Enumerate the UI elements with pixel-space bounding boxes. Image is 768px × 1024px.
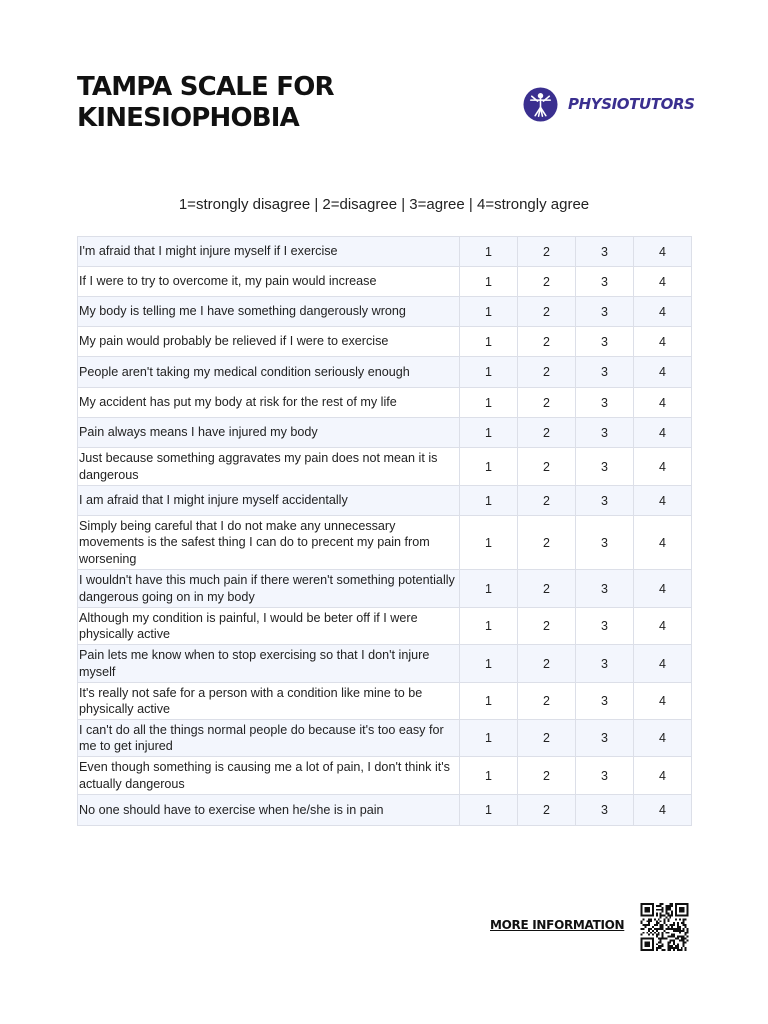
question-text: Although my condition is painful, I would be beter off if I were physically active	[78, 608, 460, 645]
vitruvian-man-icon	[523, 87, 558, 122]
rating-option[interactable]: 4	[634, 795, 692, 826]
brand	[523, 86, 695, 122]
table-row	[78, 267, 692, 297]
rating-option[interactable]: 2	[518, 757, 576, 795]
rating-option[interactable]: 1	[460, 267, 518, 297]
rating-option[interactable]: 1	[460, 570, 518, 608]
table-row	[78, 357, 692, 388]
table-row	[78, 570, 692, 608]
rating-option[interactable]: 2	[518, 297, 576, 327]
rating-option[interactable]: 2	[518, 608, 576, 645]
rating-option[interactable]: 4	[634, 486, 692, 516]
question-text: I wouldn't have this much pain if there weren't something potentially dangerous going on in my body	[78, 570, 460, 608]
table-row	[78, 757, 692, 795]
qr-code-icon[interactable]	[639, 903, 690, 951]
question-text: Simply being careful that I do not make any unnecessary movements is the safest thing I can do to precent my pain from worsening	[78, 516, 460, 570]
table-row	[78, 237, 692, 267]
rating-option[interactable]: 2	[518, 570, 576, 608]
rating-option[interactable]: 3	[576, 757, 634, 795]
rating-option[interactable]: 1	[460, 486, 518, 516]
rating-option[interactable]: 1	[460, 448, 518, 486]
rating-option[interactable]: 2	[518, 267, 576, 297]
table-row	[78, 388, 692, 418]
rating-option[interactable]: 3	[576, 418, 634, 448]
scale-legend: 1=strongly disagree | 2=disagree | 3=agree | 4=strongly agree	[178, 196, 590, 213]
rating-option[interactable]: 1	[460, 388, 518, 418]
rating-option[interactable]: 2	[518, 795, 576, 826]
table-row	[78, 720, 692, 757]
rating-option[interactable]: 3	[576, 795, 634, 826]
rating-option[interactable]: 4	[634, 683, 692, 720]
rating-option[interactable]: 2	[518, 448, 576, 486]
rating-option[interactable]: 4	[634, 645, 692, 683]
rating-option[interactable]: 4	[634, 237, 692, 267]
rating-option[interactable]: 1	[460, 516, 518, 570]
question-text: I can't do all the things normal people do because it's too easy for me to get injured	[78, 720, 460, 757]
question-text: I'm afraid that I might injure myself if I exercise	[78, 237, 460, 267]
rating-option[interactable]: 2	[518, 645, 576, 683]
question-text: It's really not safe for a person with a condition like mine to be physically active	[78, 683, 460, 720]
table-row	[78, 608, 692, 645]
rating-option[interactable]: 1	[460, 608, 518, 645]
question-text: My accident has put my body at risk for the rest of my life	[78, 388, 460, 418]
rating-option[interactable]: 3	[576, 608, 634, 645]
questionnaire-table	[77, 236, 692, 826]
rating-option[interactable]: 3	[576, 486, 634, 516]
question-text: My body is telling me I have something dangerously wrong	[78, 297, 460, 327]
rating-option[interactable]: 4	[634, 357, 692, 388]
question-text: Just because something aggravates my pain does not mean it is dangerous	[78, 448, 460, 486]
table-row	[78, 418, 692, 448]
rating-option[interactable]: 1	[460, 757, 518, 795]
rating-option[interactable]: 3	[576, 720, 634, 757]
rating-option[interactable]: 4	[634, 418, 692, 448]
table-row	[78, 297, 692, 327]
page-title: TAMPA SCALE FOR KINESIOPHOBIA	[77, 72, 334, 133]
rating-option[interactable]: 2	[518, 388, 576, 418]
question-text: Even though something is causing me a lot of pain, I don't think it's actually dangerous	[78, 757, 460, 795]
rating-option[interactable]: 2	[518, 418, 576, 448]
rating-option[interactable]: 4	[634, 388, 692, 418]
brand-name: PHYSIOTUTORS	[568, 95, 695, 113]
question-text: I am afraid that I might injure myself accidentally	[78, 486, 460, 516]
rating-option[interactable]: 1	[460, 795, 518, 826]
rating-option[interactable]: 3	[576, 516, 634, 570]
rating-option[interactable]: 2	[518, 683, 576, 720]
rating-option[interactable]: 3	[576, 327, 634, 357]
rating-option[interactable]: 4	[634, 570, 692, 608]
question-text: People aren't taking my medical condition seriously enough	[78, 357, 460, 388]
rating-option[interactable]: 3	[576, 267, 634, 297]
rating-option[interactable]: 3	[576, 448, 634, 486]
table-row	[78, 683, 692, 720]
table-row	[78, 516, 692, 570]
rating-option[interactable]: 2	[518, 720, 576, 757]
rating-option[interactable]: 4	[634, 720, 692, 757]
rating-option[interactable]: 1	[460, 720, 518, 757]
rating-option[interactable]: 2	[518, 486, 576, 516]
table-row	[78, 327, 692, 357]
rating-option[interactable]: 4	[634, 608, 692, 645]
question-text: My pain would probably be relieved if I were to exercise	[78, 327, 460, 357]
rating-option[interactable]: 4	[634, 448, 692, 486]
rating-option[interactable]: 3	[576, 357, 634, 388]
table-row	[78, 486, 692, 516]
rating-option[interactable]: 1	[460, 237, 518, 267]
rating-option[interactable]: 3	[576, 683, 634, 720]
rating-option[interactable]: 3	[576, 388, 634, 418]
rating-option[interactable]: 4	[634, 267, 692, 297]
rating-option[interactable]: 1	[460, 418, 518, 448]
rating-option[interactable]: 1	[460, 327, 518, 357]
rating-option[interactable]: 3	[576, 237, 634, 267]
question-text: If I were to try to overcome it, my pain would increase	[78, 267, 460, 297]
table-row	[78, 795, 692, 826]
more-information-link[interactable]: MORE INFORMATION	[490, 918, 625, 932]
rating-option[interactable]: 1	[460, 357, 518, 388]
rating-option[interactable]: 2	[518, 357, 576, 388]
rating-option[interactable]: 1	[460, 645, 518, 683]
question-text: Pain lets me know when to stop exercising so that I don't injure myself	[78, 645, 460, 683]
rating-option[interactable]: 2	[518, 327, 576, 357]
question-text: Pain always means I have injured my body	[78, 418, 460, 448]
rating-option[interactable]: 4	[634, 327, 692, 357]
rating-option[interactable]: 3	[576, 645, 634, 683]
table-row	[78, 448, 692, 486]
rating-option[interactable]: 2	[518, 237, 576, 267]
rating-option[interactable]: 1	[460, 297, 518, 327]
rating-option[interactable]: 1	[460, 683, 518, 720]
rating-option[interactable]: 4	[634, 516, 692, 570]
rating-option[interactable]: 2	[518, 516, 576, 570]
rating-option[interactable]: 4	[634, 757, 692, 795]
rating-option[interactable]: 3	[576, 570, 634, 608]
rating-option[interactable]: 4	[634, 297, 692, 327]
rating-option[interactable]: 3	[576, 297, 634, 327]
table-row	[78, 645, 692, 683]
question-text: No one should have to exercise when he/she is in pain	[78, 795, 460, 826]
